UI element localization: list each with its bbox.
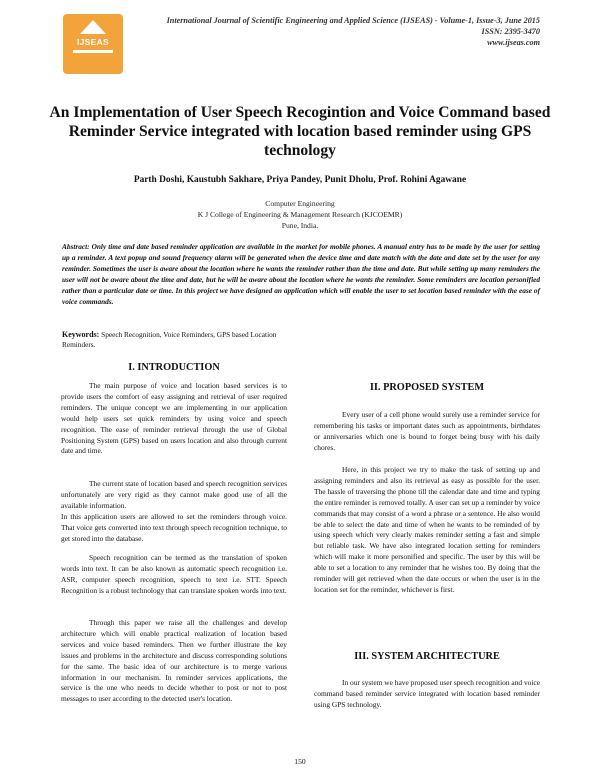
keywords-label: Keywords: [62,330,100,339]
journal-name: International Journal of Scientific Engineering and Applied Science (IJSEAS) - Volume-1, Issue-3, June 2015 [166,16,540,25]
proposed-text-1: Every user of a cell phone would surely use a reminder service for remembering his tasks or important dates such as appointments, birthdates or anniversaries which one is bound to forget being busy with his daily chores. [314,410,540,452]
intro-text-2: The current state of location based and speech recognition services unfortunately are very rigid as they cannot make good use of all the available information. [61,479,287,510]
logo-peak-icon [80,20,106,34]
journal-issn: ISSN: 2395-3470 [481,27,540,36]
proposed-text-2: Here, in this project we try to make the task of setting up and assigning reminders and also its retrieval as easy as possible for the user. The hassle of traversing the phone till the calendar date and time and typing the entire reminder is removed totally. A user can set up a reminder by voice commands that may consist of a word a phrase or a sentence. He also would be able to select the date and time of when he wants to be reminded of by using speech which very clearly makes reminder setting a fast and simple but reliable task. We have also integrated location setting for reminders which will make it more personified and specific. The user by this will be able to set a location to any reminder that he wishes too. By doing that the reminder will get retrieved when the date occurs or when the user is in the location set for the reminder, whichever is first. [314,465,540,594]
affiliation-college: K J College of Engineering & Management Research (KJCOEMR) [197,210,403,219]
intro-paragraph-1 [61,381,287,457]
intro-paragraph-4 [61,553,287,597]
logo-text: IJSEAS [76,37,110,47]
intro-text-1: The main purpose of voice and location based services is to provide users the comfort of easy assigning and retrieval of user required reminders. The unique concept we are implementing in our application would help users set quick reminders by using voice and speech recognition. The ease of reminder retrieval through the use of Global Positioning System (GPS) based on users location and also through current date and time. [61,381,287,456]
journal-logo [63,14,123,74]
keywords-text: Speech Recognition, Voice Reminders, GPS based Location Reminders. [62,330,277,349]
logo-bar [73,50,113,53]
page-number: 150 [294,757,306,766]
journal-website: www.ijseas.com [487,38,540,47]
architecture-paragraph-1 [314,678,540,711]
affiliation [40,198,560,231]
journal-header [120,15,540,48]
intro-paragraph-2 [61,479,287,544]
proposed-paragraph-2 [314,465,540,596]
section-heading-proposed-system: II. PROPOSED SYSTEM [369,382,485,393]
affiliation-location: Pune, India. [281,221,319,230]
section-heading-system-architecture: III. SYSTEM ARCHITECTURE [354,651,500,662]
intro-text-5: Through this paper we raise all the challenges and develop architecture which will enable practical realization of location based services and voice based reminders. Then we further illustrate the key issues and problems in the architecture and discuss corresponding solutions for the same. The basic idea of our architecture is to merge various information in our mechanism. In reminder services applications, the service is the one who needs to decide whether to post or not to post messages to user according to the detected user's location. [61,618,287,704]
paper-authors: Parth Doshi, Kaustubh Sakhare, Priya Pandey, Punit Dholu, Prof. Rohini Agawane [133,175,467,185]
proposed-paragraph-1 [314,410,540,454]
keywords [62,330,287,350]
affiliation-department: Computer Engineering [265,199,335,208]
paper-title: An Implementation of User Speech Recogintion and Voice Command based Reminder Service integrated with location based reminder using GPS technology [49,104,551,159]
intro-paragraph-5 [61,618,287,705]
architecture-text-1: In our system we have proposed user speech recognition and voice command based reminder service integrated with location based reminder using GPS technology. [314,678,540,709]
abstract: Abstract: Only time and date based reminder application are available in the market for mobile phones. A manual entry has to be made by the user for setting up a reminder. A text popup and sound frequency alarm will be generated when the device time and date match with the date and date set by the user for any reminder. Sometimes the user is aware about the location where he wants the reminder rather than the time and date. But while setting up many reminders the user will not be aware about the time and date, but he will be aware about the location where he wants the reminder. Some reminders are location personified rather than a particular date or time. In this project we have designed an application which will enable the user to set location based reminder with the ease of voice commands. [62,242,540,307]
intro-text-4: Speech recognition can be termed as the translation of spoken words into text. It can be also known as automatic speech recognition i.e. ASR, computer speech recognition, speech to text i.e. STT. Speech Recognition is a robust technology that can translate spoken words into text. [61,553,287,595]
section-heading-introduction: I. INTRODUCTION [128,362,220,373]
intro-text-3: In this application users are allowed to set the reminders through voice. That voice gets converted into text through speech recognition technique, to get stored into the database. [61,511,287,543]
